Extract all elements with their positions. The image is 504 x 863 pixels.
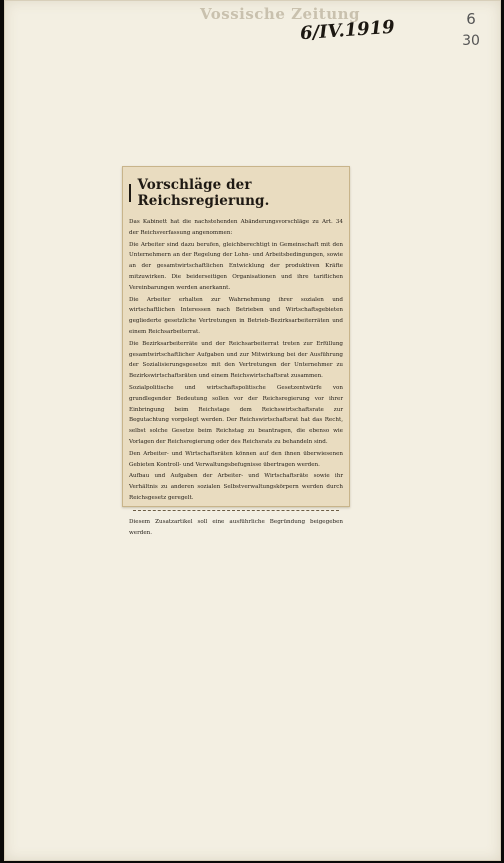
- clipping-paragraph: Die Bezirksarbeiterräte und der Reichsarbeiterrat treten zur Erfüllung gesamtwirtschaftlicher Aufgaben und zur Mitwirkung bei der Ausführung der Sozialisierungsgesetze mit den Vertretungen der Unternehmer zu Bezirkswirtschaftsräten und einem Reichswirtschaftsrat zusammen.: [129, 340, 343, 380]
- clipping-footnote: Diesem Zusatzartikel soll eine ausführliche Begründung beigegeben werden.: [129, 518, 343, 536]
- clipping-paragraph: Sozialpolitische und wirtschaftspolitische Gesetzentwürfe von grundlegender Bedeutung sollen vor der Reichsregierung vor ihrer Einbringung beim Reichstage dem Reichswirtschaftsrate zur Begutachtung vorgelegt werden. Der Reichswirtschaftsrat hat das Recht, selbst solche Gesetze beim Reichstag zu beantragen, die ebenso wie Vorlagen der Reichsregierung oder des Reichsrats zu behandeln sind.: [129, 384, 343, 445]
- clipping-paragraph: Die Arbeiter sind dazu berufen, gleichberechtigt in Gemeinschaft mit den Unternehmern an der Regelung der Lohn- und Arbeitsbedingungen, sowie an der gesamtwirtschaftlichen Entwicklung der produktiven Kräfte mitzuwirken. Die beiderseitigen Organisationen und ihre tariflichen Vereinbarungen werden anerkannt.: [129, 241, 343, 291]
- handwritten-date: 6/IV.1919: [299, 16, 396, 45]
- newspaper-stamp: Vossische Zeitung: [200, 5, 361, 23]
- clipping-paragraph: Die Arbeiter erhalten zur Wahrnehmung ihrer sozialen und wirtschaftlichen Interessen nach Betrieben und Wirtschaftsgebieten gegliederte gesetzliche Vertretungen in Betrieb-Bezirksarbeiterräten und einem Reichsarbeiterrat.: [129, 296, 343, 335]
- clipping-paragraph: Das Kabinett hat die nachstehenden Abänderungsvorschläge zu Art. 34 der Reichsverfassung angenommen:: [129, 219, 343, 236]
- clipping-heading: [129, 177, 343, 209]
- newspaper-clipping: [122, 166, 350, 536]
- clipping-paragraph: Den Arbeiter- und Wirtschaftsräten können auf den ihnen überwiesenen Gebieten Kontroll- und Verwaltungsbefugnisse übertragen werden.: [129, 450, 343, 468]
- heading-bar: [129, 184, 131, 202]
- folio-number-top: 6: [466, 10, 476, 28]
- archive-sheet: [4, 0, 501, 861]
- clipping-paragraph: Aufbau und Aufgaben der Arbeiter- und Wirtschaftsräte sowie ihr Verhältnis zu anderen sozialen Selbstverwaltungskörpern werden durch Reichsgesetz geregelt.: [129, 473, 343, 501]
- separator-rule: [133, 510, 339, 511]
- folio-number: [461, 8, 481, 52]
- folio-number-bottom: 30: [462, 33, 480, 49]
- clipping-title: Vorschläge der Reichsregierung.: [137, 177, 270, 209]
